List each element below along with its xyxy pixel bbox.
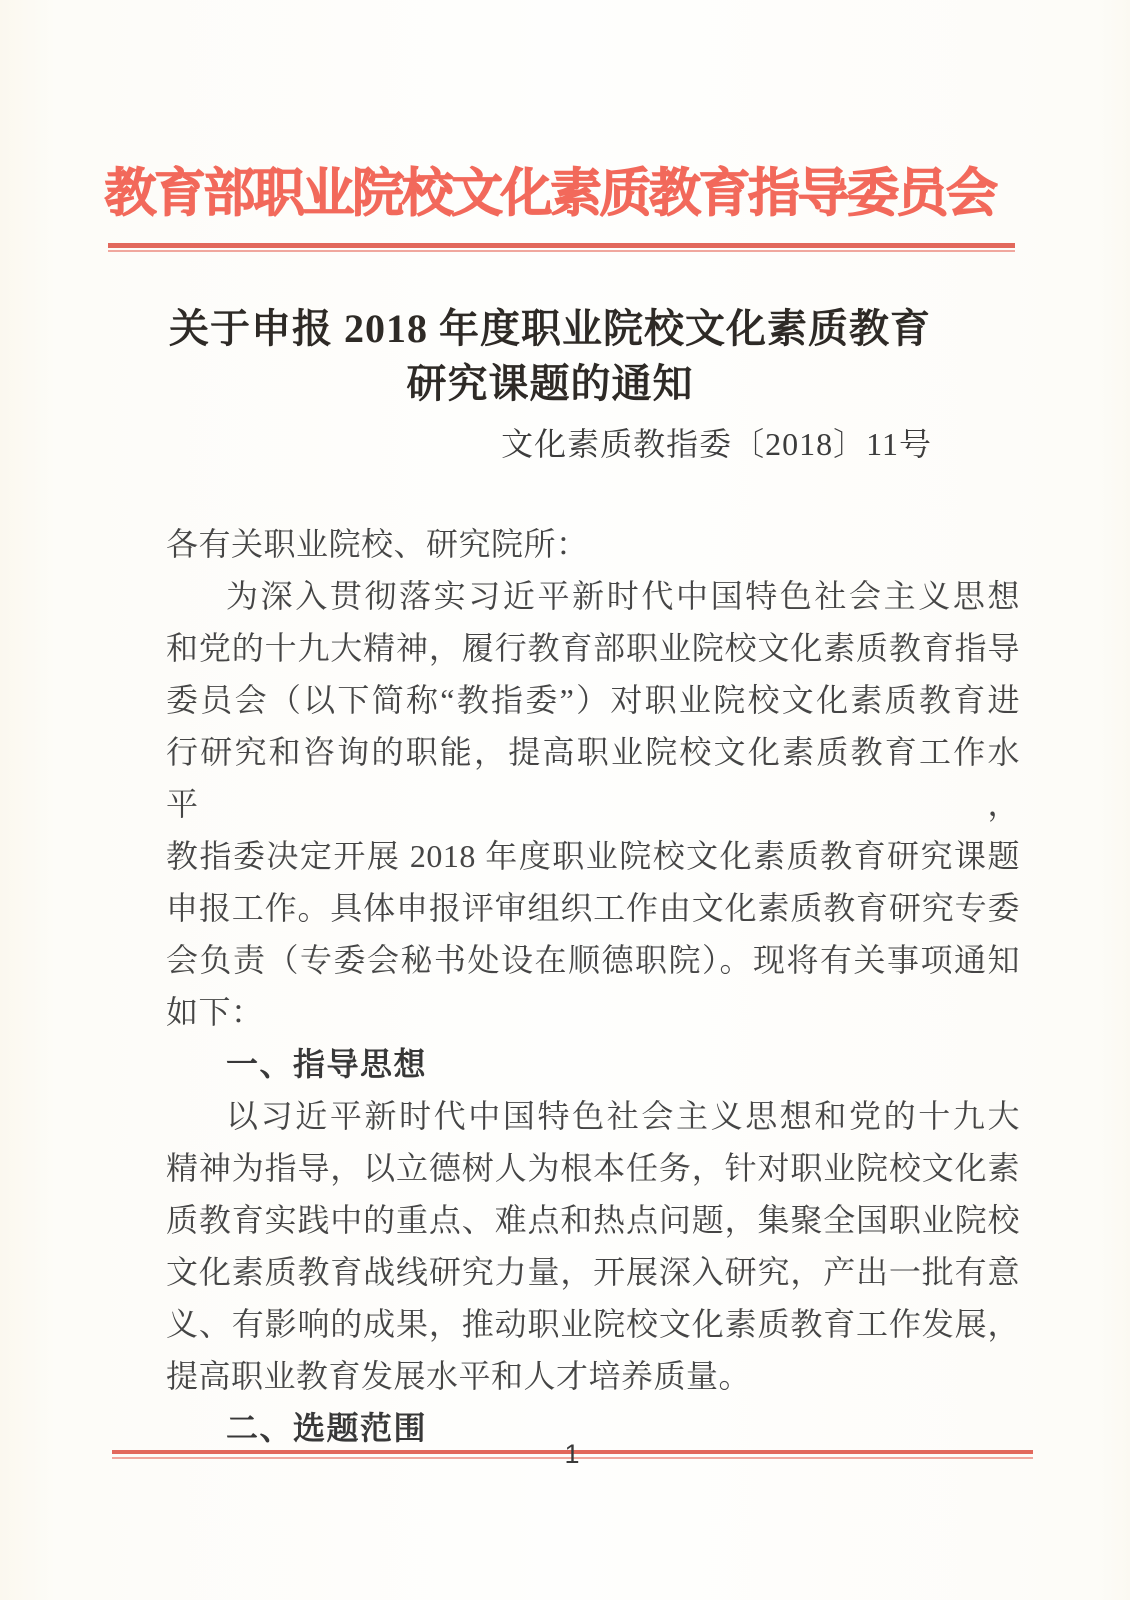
body-line: 如下： [166,994,264,1030]
body-line: 和党的十九大精神，履行教育部职业院校文化素质教育指导 [166,630,1020,666]
body-line: 会负责（专委会秘书处设在顺德职院）。现将有关事项通知 [166,942,1020,978]
body-line: 行研究和咨询的职能，提高职业院校文化素质教育工作水平， [166,734,1020,822]
letterhead-divider [108,243,1015,252]
letterhead-org-name: 教育部职业院校文化素质教育指导委员会 [104,165,996,223]
body-line: 文化素质教育战线研究力量，开展深入研究，产出一批有意 [166,1254,1020,1290]
body-line: 质教育实践中的重点、难点和热点问题，集聚全国职业院校 [166,1202,1020,1238]
body-line: 义、有影响的成果，推动职业院校文化素质教育工作发展， [166,1306,1020,1342]
body-line: 各有关职业院校、研究院所： [166,526,589,562]
body-line: 为深入贯彻落实习近平新时代中国特色社会主义思想 [226,578,1020,614]
document-title-line2: 研究课题的通知 [406,361,694,406]
body-line: 教指委决定开展 2018 年度职业院校文化素质教育研究课题 [166,838,1020,874]
body-line: 提高职业教育发展水平和人才培养质量。 [166,1358,752,1394]
body-line: 申报工作。具体申报评审组织工作由文化素质教育研究专委 [166,890,1020,926]
section-heading: 一、指导思想 [226,1046,428,1082]
document-number: 文化素质教指委〔2018〕11号 [501,426,932,462]
section-heading: 二、选题范围 [226,1410,428,1446]
body-line: 精神为指导，以立德树人为根本任务，针对职业院校文化素 [166,1150,1020,1186]
document-title [168,301,932,411]
document-title-line1: 关于申报 2018 年度职业院校文化素质教育 [169,306,931,351]
body-line: 委员会（以下简称“教指委”）对职业院校文化素质教育进 [166,682,1020,718]
body-line: 以习近平新时代中国特色社会主义思想和党的十九大 [226,1098,1020,1134]
document-body [166,518,1020,1454]
page-number: 1 [564,1439,580,1469]
